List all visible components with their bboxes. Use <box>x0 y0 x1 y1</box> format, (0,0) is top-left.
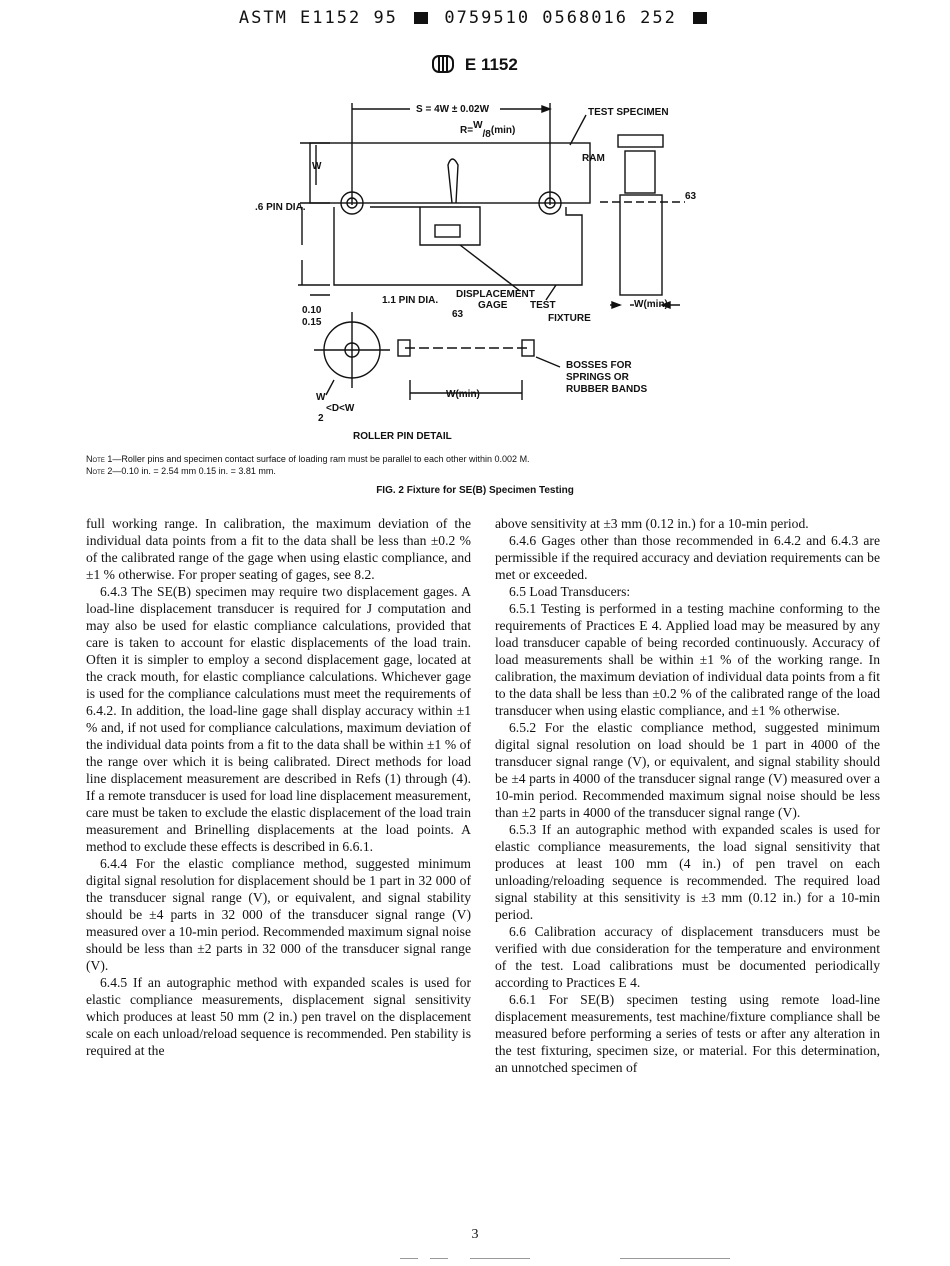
astm-logo-icon <box>432 55 454 73</box>
test-specimen-label: TEST SPECIMEN <box>588 107 669 118</box>
surface-finish-63-right: 63 <box>685 191 697 202</box>
standard-designation <box>0 55 950 75</box>
w-dimension-left: W <box>312 161 322 172</box>
bosses-label-2: SPRINGS OR <box>566 372 629 383</box>
paragraph: 6.4.3 The SE(B) specimen may require two displacement gages. A load-line displacement transducer is required for J computation and may also be used for elastic compliance calculations, provided that care is taken to account for elastic displacements of the load train. Often it is simpler to employ a second displacement gage, located at the crack mouth, for elastic compliance calculations. Whichever gage is used for the compliance calculations must meet the requirements of 6.4.2. In addition, the load-line gage shall display accuracy within ±1 % and, if not used for compliance calculations, maximum deviation of the individual data points from a fit to the data shall be within ±1 % of the range over which it is being calibrated. Direct methods for load line displacement measurement are described in Refs (1) through (4). If a remote transducer is used for load line displacement measurement, care must be taken to exclude the elastic displacement of the load train measurement and Brinelling displacements at the load points. A method to exclude these effects is described in 6.6.1. <box>86 584 471 854</box>
paragraph: 6.5.2 For the elastic compliance method, suggested minimum digital signal resolution on load should be 1 part in 4000 of the transducer signal range (V), or equivalent, and signal stability should be ±4 parts in 4000 of the transducer signal range (V) measured over a 10-min period. Recommended maximum signal noise should be less than ±2 parts in 4000 of the transducer signal range (V). <box>495 720 880 820</box>
paragraph: 6.5.1 Testing is performed in a testing machine conforming to the requirements of Practices E 4. Applied load may be measured by any load transducer capable of being recorded continuously. Accuracy of load measurements shall be within ±1 % of the working range. In calibration, the maximum deviation of individual data points from a fit to the data shall be less than ±0.2 % of the calibrated range of the load transducer when using elastic compliance, and ±1 % otherwise. <box>495 601 880 718</box>
footer-mark <box>620 1258 730 1259</box>
w-min-bottom-label: W(min) <box>446 389 480 400</box>
paragraph: 6.4.4 For the elastic compliance method, suggested minimum digital signal resolution for displacement should be 1 part in 32 000 of the transducer signal range (V), or equivalent, and signal stability should be ±4 parts in 32 000 of the transducer signal range (V) measured over a 10-min period. Recommended maximum signal noise should be less than ±2 parts in 32 000 of the transducer signal range (V). <box>86 856 471 973</box>
section-heading: 6.5 Load Transducers: <box>509 584 631 599</box>
paragraph: 6.4.6 Gages other than those recommended in 6.4.2 and 6.4.3 are permissible if the required accuracy and deviation requirements can be met or exceeded. <box>495 533 880 582</box>
footer-mark <box>470 1258 530 1259</box>
header-code-part1: ASTM E1152 95 <box>238 8 398 28</box>
footer-mark <box>430 1258 448 1259</box>
figure-caption: FIG. 2 Fixture for SE(B) Specimen Testing <box>376 485 574 496</box>
ram-label: RAM <box>582 153 605 164</box>
bosses-label-1: BOSSES FOR <box>566 360 632 371</box>
fixture-diagram <box>230 95 720 445</box>
span-label: S = 4W ± 0.02W <box>416 104 490 115</box>
test-fixture-label-1: TEST <box>530 300 556 311</box>
paragraph: full working range. In calibration, the maximum deviation of the individual data points from a fit to the data shall be less than ±0.2 % of the calibrated range of the gage when using elastic compliance, and ±1 % otherwise. For proper seating of gages, see 8.2. <box>86 516 471 582</box>
header-code-part2: 0759510 0568016 252 <box>444 8 677 28</box>
displacement-gage-label-2: GAGE <box>478 300 508 311</box>
test-fixture-label-2: FIXTURE <box>548 313 591 324</box>
header-block-mark-end <box>693 12 707 24</box>
footer-mark <box>400 1258 418 1259</box>
paragraph: 6.6 Calibration accuracy of displacement transducers must be verified with due consideration for the temperature and environment of the test. Load calibrations must be documented periodically according to Practices E 4. <box>495 924 880 990</box>
pin-dia-11-label: 1.1 PIN DIA. <box>382 295 439 306</box>
figure-notes <box>86 453 530 477</box>
paragraph: 6.5.3 If an autographic method with expanded scales is used for elastic compliance measurements, the load signal sensitivity that produces at least 100 mm (4 in.) of pen travel on each unloading/reloading sequence is recommended. The required load signal stability at this sensitivity is ±3 mm (0.12 in.) for a 10-min period. <box>495 822 880 922</box>
pin-dia-6-label: .6 PIN DIA. <box>255 202 306 213</box>
document-header-code <box>0 8 950 28</box>
bosses-label-3: RUBBER BANDS <box>566 384 648 395</box>
paragraph: 6.4.5 If an autographic method with expanded scales is used for elastic compliance measurements, displacement signal sensitivity which produces at least 50 mm (2 in.) pen travel on the displacement scale on each unload/reload sequence is recommended. Pen stability is required at the <box>86 975 471 1058</box>
header-block-mark <box>414 12 428 24</box>
left-column <box>86 515 471 1059</box>
displacement-gage-label-1: DISPLACEMENT <box>456 289 535 300</box>
w-min-right-label: W(min) <box>634 299 668 310</box>
surface-finish-63-center: 63 <box>452 309 464 320</box>
paragraph: 6.6.1 For SE(B) specimen testing using remote load-line displacement measurements, test machine/fixture compliance shall be measured before performing a series of tests or after any alteration in the test fixturing, specimen size, or material. For this determination, an unnotched specimen of <box>495 992 880 1075</box>
d-fraction-top: W <box>316 392 326 403</box>
standard-number: E 1152 <box>464 55 518 74</box>
dim-010-label: 0.10 <box>302 305 322 316</box>
d-range-label: <D<W <box>326 403 355 414</box>
roller-pin-detail-label: ROLLER PIN DETAIL <box>353 431 452 442</box>
radius-label: R=W/8(min) <box>460 120 516 140</box>
paragraph: above sensitivity at ±3 mm (0.12 in.) for a 10-min period. <box>495 516 809 531</box>
dim-015-label: 0.15 <box>302 317 322 328</box>
note-2: Note 2—0.10 in. = 2.54 mm 0.15 in. = 3.81 mm. <box>86 466 276 476</box>
d-fraction-bottom: 2 <box>318 413 324 424</box>
page-number: 3 <box>471 1227 479 1242</box>
right-column <box>495 515 880 1076</box>
note-1: Note 1—Roller pins and specimen contact surface of loading ram must be parallel to each other within 0.002 M. <box>86 454 530 464</box>
